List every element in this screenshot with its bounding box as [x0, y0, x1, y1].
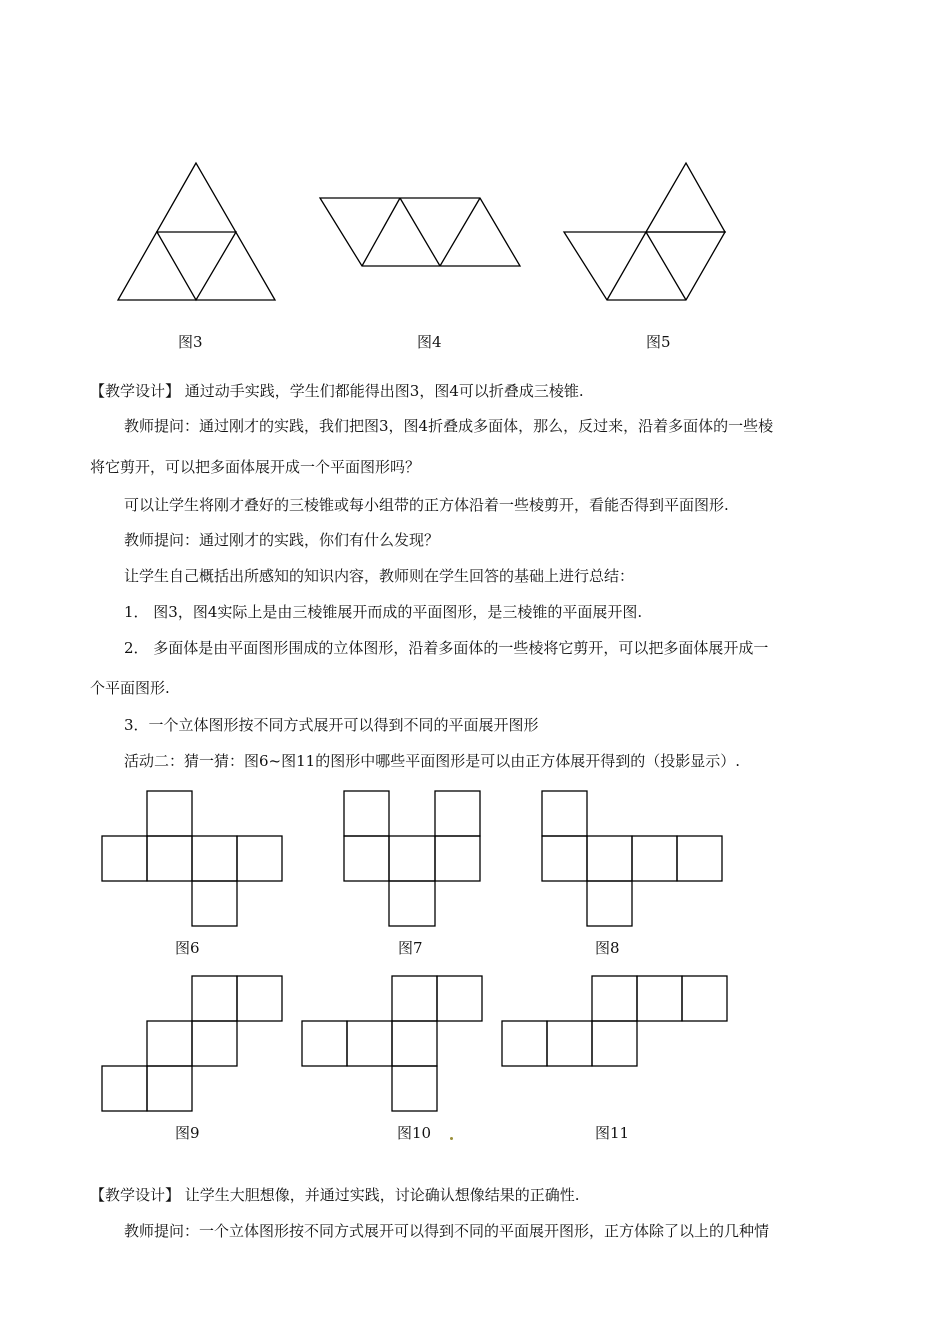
figure-7-caption: 图7	[398, 939, 423, 957]
figure-4-caption: 图4	[417, 333, 442, 351]
figure-10-drawing	[302, 976, 482, 1111]
figure-3-caption: 图3	[178, 333, 203, 351]
teacher-question-3: 教师提问：一个立体图形按不同方式展开可以得到不同的平面展开图形，正方体除了以上的几种情	[124, 1222, 770, 1240]
summary-item-1: 1． 图3，图4实际上是由三棱锥展开而成的平面图形，是三棱锥的平面展开图.	[124, 603, 643, 621]
summary-item-2-line-2: 个平面图形.	[90, 679, 170, 697]
figure-8-caption: 图8	[595, 939, 620, 957]
figure-8-drawing	[542, 791, 722, 926]
figure-11-caption: 图11	[595, 1124, 630, 1142]
summary-item-2-line-1: 2． 多面体是由平面图形围成的立体图形，沿着多面体的一些棱将它剪开，可以把多面体展开成一	[124, 639, 769, 657]
figure-9-drawing	[102, 976, 282, 1111]
figure-7-drawing	[344, 791, 480, 926]
figure-10-caption: 图10	[397, 1124, 432, 1142]
teaching-design-paragraph-2: 【教学设计】 让学生大胆想像，并通过实践，讨论确认想像结果的正确性.	[90, 1186, 580, 1204]
paragraph-summary-intro: 让学生自己概括出所感知的知识内容，教师则在学生回答的基础上进行总结：	[124, 567, 635, 585]
figure-6-drawing	[102, 791, 282, 926]
figure-9-caption: 图9	[175, 1124, 200, 1142]
activity-two-paragraph: 活动二：猜一猜：图6~图11的图形中哪些平面图形是可以由正方体展开得到的（投影显示）.	[124, 752, 740, 770]
summary-item-3: 3．一个立体图形按不同方式展开可以得到不同的平面展开图形	[124, 716, 539, 734]
teacher-question-1-line-1: 教师提问：通过刚才的实践，我们把图3，图4折叠成多面体，那么，反过来，沿着多面体的一些棱	[124, 417, 774, 435]
teaching-design-paragraph-1: 【教学设计】 通过动手实践，学生们都能得出图3，图4可以折叠成三棱锥.	[90, 382, 584, 400]
figure-6-caption: 图6	[175, 939, 200, 957]
paragraph-cut-along-edges: 可以让学生将刚才叠好的三棱锥或每小组带的正方体沿着一些棱剪开，看能否得到平面图形.	[124, 496, 729, 514]
teacher-question-2: 教师提问：通过刚才的实践，你们有什么发现？	[124, 531, 440, 549]
figure-5-caption: 图5	[646, 333, 671, 351]
stray-dot-mark	[450, 1137, 453, 1140]
figure-11-drawing	[502, 976, 727, 1066]
teacher-question-1-line-2: 将它剪开，可以把多面体展开成一个平面图形吗？	[90, 458, 421, 476]
